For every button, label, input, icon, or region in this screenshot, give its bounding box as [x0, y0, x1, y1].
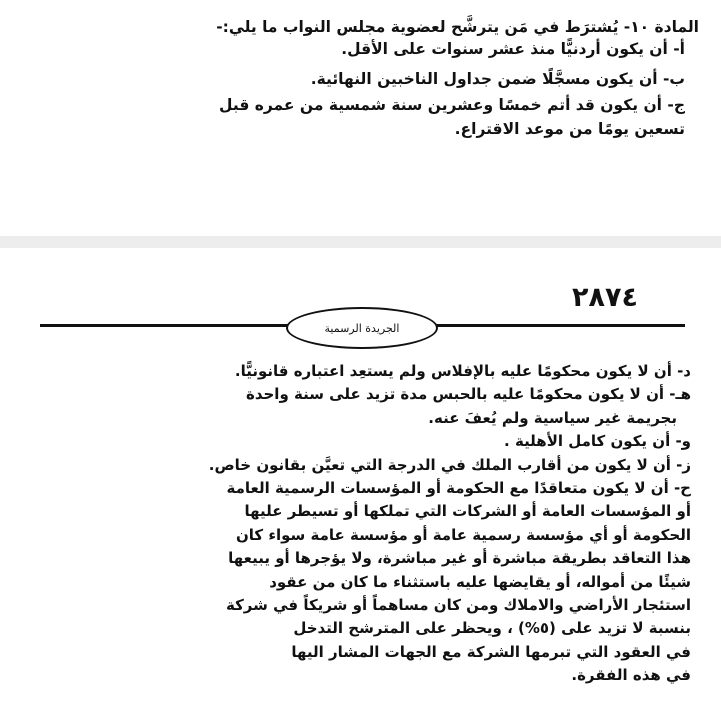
clause-ha-line-6: استئجار الأراضي والاملاك ومن كان مساهماً أو شريكاً في شركة [225, 596, 691, 615]
clause-ha-line-3: الحكومة أو أي مؤسسة رسمية عامة أو مؤسسة عامة سواء كان [235, 525, 691, 544]
clause-c: ج- أن يكون قد أتم خمسًا وعشرين سنة شمسية من عمره قبل [219, 96, 685, 114]
page-separator [0, 236, 721, 248]
clause-ha-line-7: بنسبة لا تزيد على (٥%) ، ويحظر على المترشح التدخل [293, 619, 691, 638]
clause-ha: ح- أن لا يكون متعاقدًا مع الحكومة أو المؤسسات الرسمية العامة [226, 479, 691, 498]
page-number: ٢٨٧٤ [572, 282, 638, 313]
clause-ha-line-8: في العقود التي تبرمها الشركة مع الجهات المشار اليها [291, 642, 691, 661]
article-10-heading: المادة ١٠- يُشترَط في مَن يترشَّح لعضوية مجلس النواب ما يلي:- [216, 18, 699, 36]
clause-a: أ- أن يكون أردنيًّا منذ عشر سنوات على الأقل. [341, 40, 685, 58]
clause-z: ز- أن لا يكون من أقارب الملك في الدرجة التي تعيَّن بقانون خاص. [208, 455, 691, 474]
clause-b: ب- أن يكون مسجَّلًا ضمن جداول الناخبين النهائية. [310, 70, 685, 88]
clauses-body [41, 360, 691, 688]
clause-h: هـ- أن لا يكون محكومًا عليه بالحبس مدة تزيد على سنة واحدة [245, 385, 691, 404]
clause-ha-line-9: في هذه الفقرة. [571, 666, 691, 685]
clause-c-continued: تسعين يومًا من موعد الاقتراع. [454, 120, 685, 138]
clause-ha-line-2: أو المؤسسات العامة أو الشركات التي تملكها أو تسيطر عليها [244, 502, 691, 521]
clause-w: و- أن يكون كامل الأهلية . [504, 432, 691, 451]
clause-d: د- أن لا يكون محكومًا عليه بالإفلاس ولم يستعِد اعتباره قانونيًّا. [234, 362, 691, 380]
gazette-title-oval [286, 307, 438, 349]
clause-h-continued: بجريمة غير سياسية ولم يُعفَ عنه. [428, 408, 677, 427]
clause-ha-line-4: هذا التعاقد بطريقة مباشرة أو غير مباشرة، ولا يؤجرها أو يبيعها [228, 549, 691, 568]
top-page [0, 0, 721, 236]
clause-ha-line-5: شيئًا من أمواله، أو يقايضها عليه باستثناء ما كان من عقود [269, 572, 691, 591]
gazette-title: الجريدة الرسمية [324, 321, 400, 335]
